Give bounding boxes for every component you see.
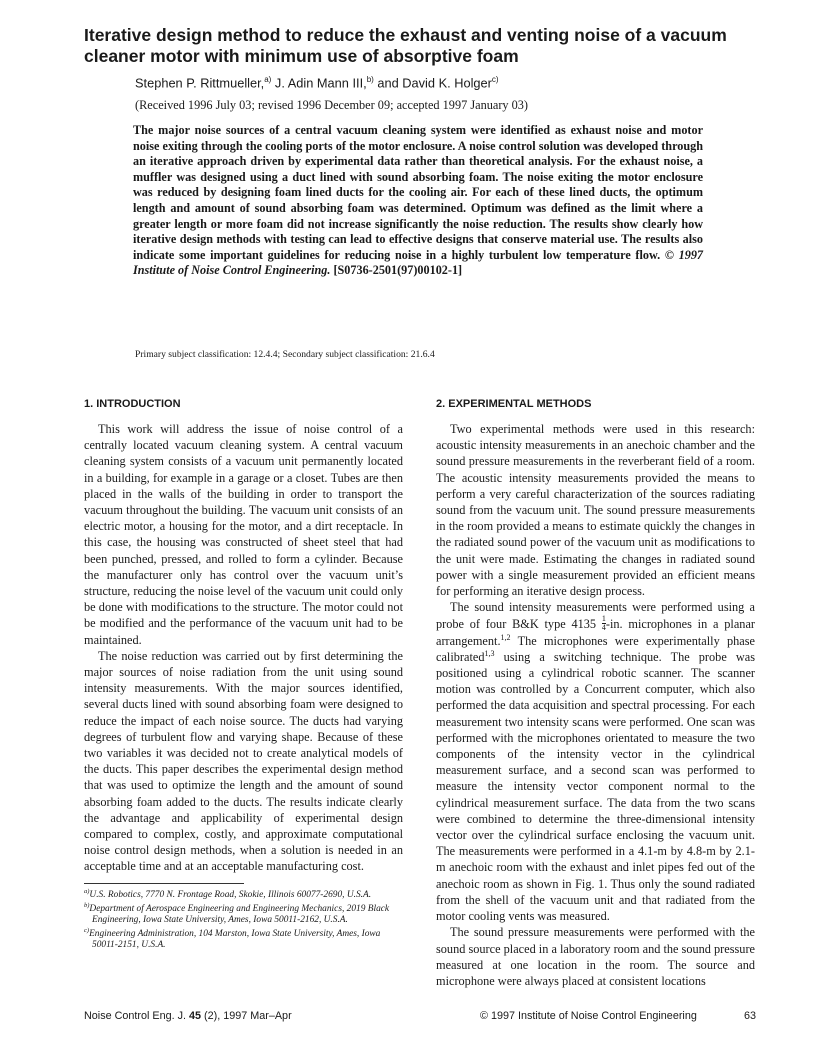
footnote-text: Engineering Administration, 104 Marston, Iowa State University, Ames, Iowa 50011-2151, U.S.A.	[89, 928, 381, 951]
body-paragraph: Two experimental methods were used in this research: acoustic intensity measurements in an anechoic chamber and the sound pressure measurements in the reverberant field of a room. The acoustic intensity measurements provided the means to perform a very careful characterization of the sources radiating sound from the vacuum unit. The sound pressure measurements in the room provided a means to estimate quickly the changes in the radiated sound power of the vacuum unit as modifications to the unit were made. Estimating the changes in radiated sound power with a single measurement provided an efficient means for performing an iterative design process.	[436, 422, 755, 599]
abstract-copyright: © 1997 Institute of Noise Control Engineering.	[133, 247, 704, 278]
footer-citation	[84, 1010, 292, 1022]
subject-classification: Primary subject classification: 12.4.4; Secondary subject classification: 21.6.4	[135, 349, 435, 360]
fraction-numerator: 1	[601, 614, 606, 624]
body-paragraph: The noise reduction was carried out by first determining the major sources of noise radiation from the unit using sound intensity measurements. With the major sources identified, several ducts lined with sound absorbing foam were designed to reduce the impact of each noise source. The ducts had varying degrees of turbulent flow and varying shape. Because of these two variables it was decided not to create analytical models of the ducts. This paper describes the experimental design method that was used to optimize the length and the amount of sound absorbing foam added to the ducts. The results indicate clearly the advantage and applicability of experimental design compared to complex, costly, and approximate computational noise control design methods, when a solution is needed in an acceptable time and at an acceptable manufacturing cost.	[84, 648, 403, 874]
author-name: Stephen P. Rittmueller,	[135, 75, 265, 91]
footnotes	[84, 887, 403, 954]
footnote-mark: a)	[84, 887, 90, 895]
footnote-mark: c)	[84, 926, 90, 934]
footnote	[84, 901, 403, 927]
footer-copyright: © 1997 Institute of Noise Control Engineering	[480, 1010, 697, 1022]
footnote-text: Department of Aerospace Engineering and Engineering Mechanics, 2019 Black Engineering, Iowa State University, Ames, Iowa 50011-2162, U.S.A.	[89, 903, 390, 926]
footnote-text: U.S. Robotics, 7770 N. Frontage Road, Skokie, Illinois 60077-2690, U.S.A.	[89, 890, 372, 900]
article-doi: [S0736-2501(97)00102-1]	[333, 263, 463, 278]
affiliation-mark: b)	[366, 75, 374, 84]
section-heading-experimental-methods: 2. EXPERIMENTAL METHODS	[436, 398, 592, 410]
text-run: The sound intensity measurements were performed using a probe of four B&K type 4135	[436, 600, 755, 632]
column-right	[436, 421, 755, 989]
author-name: David K. Holger	[402, 75, 492, 91]
footnote	[84, 887, 403, 902]
footer-right	[480, 1010, 756, 1022]
column-left	[84, 421, 403, 875]
affiliation-mark: c)	[491, 75, 499, 84]
journal-issue-date: (2), 1997 Mar–Apr	[204, 1010, 292, 1022]
body-paragraph: This work will address the issue of noise control of a centrally located vacuum cleaning system. A central vacuum cleaning system consists of a vacuum unit permanently located in a building, for example in a garage or a closet. Tubes are then placed in the walls of the building in order to transport the vacuum throughout the building. The vacuum unit consists of an electric motor, a housing for the motor, and a dirt receptacle. In this case, the housing was constructed of sheet steel that had been punched, pressed, and rolled to form a cylinder. Because the manufacturer only has control over the vacuum unit’s structure, reducing the noise level of the vacuum unit could only be done with modifications to the structure. The motor could not be modified and the performance of the vacuum unit had to be maintained.	[84, 422, 403, 647]
affiliation-mark: a)	[264, 75, 272, 84]
body-paragraph: The sound pressure measurements were performed with the sound source placed in a laboratory room and the sound pressure measured at one location in the room. The source and microphone were always placed at consistent locations	[436, 925, 755, 988]
abstract-text: The major noise sources of a central vacuum cleaning system were identified as exhaust noise and motor noise exiting through the cooling ports of the motor enclosure. A noise control solution was developed through an iterative approach driven by experimental data rather than theoretical analysis. For the exhaust noise, a muffler was designed using a duct lined with sound absorbing foam. The noise exiting the motor enclosure was reduced by designing foam lined ducts for the cooling air. For each of these lined ducts, the optimum length and amount of sound absorbing foam was determined. Optimum was defined as the limit where a greater length or more foam did not increase significantly the noise reduction. The results show clearly how iterative design methods with testing can lead to effective designs that conserve material use. The results also indicate some important guidelines for reducing noise in a highly turbulent low temperature flow.	[133, 123, 703, 262]
text-run: using a switching technique. The probe was positioned using a cylindrical robotic scanner. The scanner motion was controlled by a Concurrent computer, which also performed the data acquisition and spectral processing. For each measurement two intensity scans were performed. One scan was performed with the microphones orientated to measure the two components of the intensity vector in the cylindrical measurement surface, and a second scan was performed to measure the intensity vector component normal to the cylindrical measurement surface. The data from the two scans were combined to determine the three-dimensional intensity vector over the cylindrical surface enclosing the vacuum unit. The measurements were performed in a 4.1-m by 4.8-m by 2.1-m anechoic room with the exhaust and inlet pipes fed out of the anechoic room as shown in Fig. 1. Thus only the sound radiated from the shell of the vacuum unit and that radiated from the motor cooling vents was measured.	[436, 649, 756, 924]
journal-volume: 45	[189, 1010, 202, 1022]
text-run: The microphones were experimentally phase calibrated	[436, 633, 755, 664]
section-heading-introduction: 1. INTRODUCTION	[84, 398, 181, 410]
footnote	[84, 926, 403, 952]
reference-mark: 1,2	[500, 632, 511, 642]
author-list	[135, 72, 499, 91]
page-number: 63	[743, 1010, 756, 1022]
footnote-rule	[84, 883, 244, 884]
abstract	[133, 123, 703, 279]
journal-name: Noise Control Eng. J.	[84, 1010, 187, 1022]
text-run: -in. microphones in a planar arrangement.	[436, 617, 755, 648]
author-name: J. Adin Mann III,	[274, 75, 367, 91]
body-paragraph	[436, 599, 755, 924]
author-conjunction: and	[377, 75, 399, 91]
fraction-denominator: 4	[601, 623, 606, 633]
article-title: Iterative design method to reduce the exhaust and venting noise of a vacuum cleaner motor with minimum use of absorptive foam	[84, 25, 727, 66]
footnote-mark: b)	[84, 901, 90, 909]
received-dates: (Received 1996 July 03; revised 1996 December 09; accepted 1997 January 03)	[135, 98, 529, 112]
reference-mark: 1,3	[484, 648, 495, 658]
